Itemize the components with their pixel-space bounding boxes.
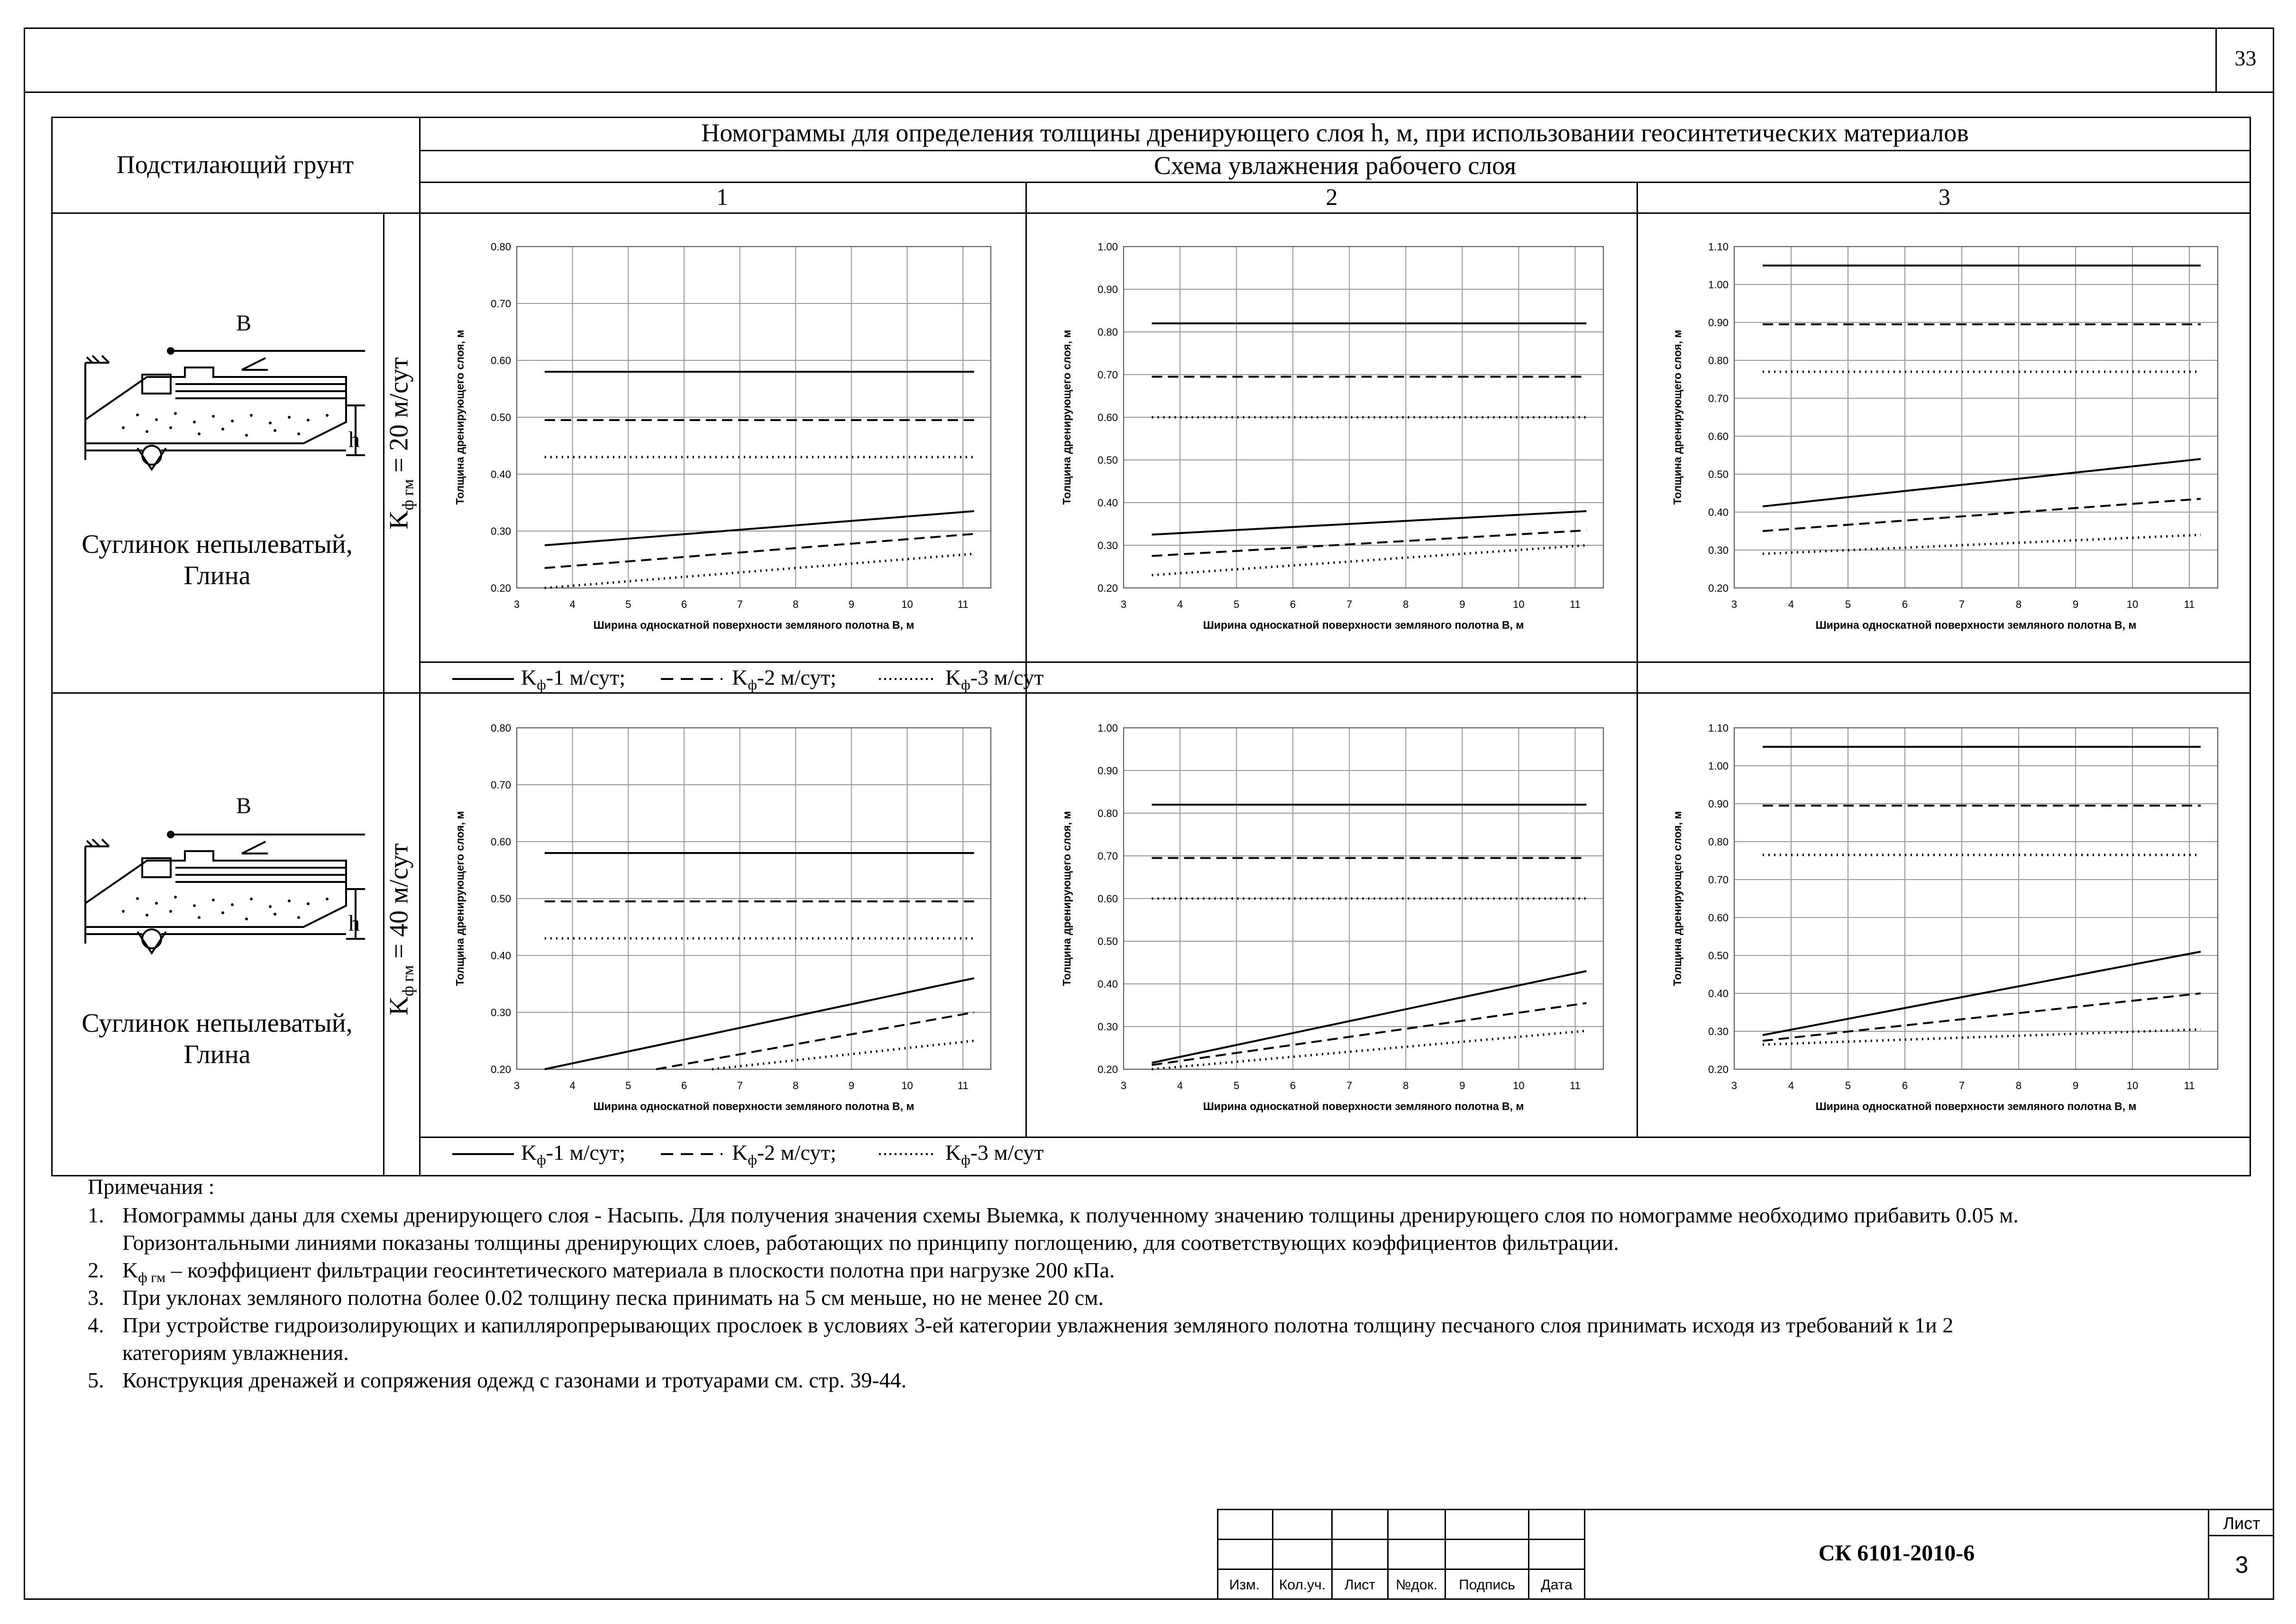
chart-ytick-label: 0.90	[1098, 284, 1118, 295]
chart-xtick-label: 9	[1459, 1080, 1465, 1092]
chart-ylabel: Толщина дренирующего слоя, м	[454, 811, 466, 986]
chart-xtick-label: 8	[1403, 1080, 1409, 1092]
chart-series-line-dotted	[545, 554, 974, 588]
chart-xtick-label: 5	[625, 1080, 631, 1092]
chart-xtick-label: 10	[901, 598, 913, 610]
chart-xtick-label: 8	[793, 1080, 799, 1092]
chart-ytick-label: 1.00	[1098, 722, 1118, 734]
chart-xtick-label: 4	[1788, 598, 1794, 610]
chart-xtick-label: 9	[848, 598, 855, 610]
chart-ytick-label: 0.50	[1098, 454, 1118, 466]
chart-ytick-label: 0.70	[1098, 369, 1118, 381]
chart-xtick-label: 4	[1788, 1080, 1794, 1092]
title-block-header-list: Лист	[1344, 1577, 1376, 1593]
document-code: СК 6101-2010-6	[1818, 1541, 1975, 1566]
chart-xtick-label: 11	[1570, 1080, 1581, 1092]
chart-xtick-label: 5	[1233, 1080, 1240, 1092]
chart-xlabel: Ширина односкатной поверхности земляного полотна B, м	[593, 619, 915, 631]
chart-ytick-label: 1.00	[1708, 760, 1729, 772]
chart-xtick-label: 3	[513, 598, 520, 610]
chart-xtick-label: 7	[1346, 598, 1353, 610]
chart-xtick-label: 10	[2126, 1080, 2139, 1092]
chart-row1-scheme3	[1644, 216, 2246, 633]
chart-xtick-label: 11	[2184, 598, 2195, 610]
chart-ytick-label: 0.40	[1708, 506, 1729, 518]
chart-ytick-label: 0.90	[1708, 317, 1729, 329]
chart-xlabel: Ширина односкатной поверхности земляного полотна B, м	[1203, 1100, 1524, 1112]
title-block-sheet-hline	[2208, 1535, 2274, 1536]
kfgm-subscript: ф гм	[399, 965, 417, 997]
chart-ytick-label: 0.50	[1708, 950, 1729, 962]
chart-xtick-label: 6	[681, 1080, 687, 1092]
chart-ytick-label: 0.90	[1708, 798, 1729, 810]
legend-text: -3 м/сут	[970, 665, 1044, 689]
chart-series-line-dashed	[1152, 531, 1587, 556]
note-2-text: – коэффициент фильтрации геосинтетического материала в плоскости полотна при нагрузке 200 кПа.	[165, 1258, 1115, 1282]
chart-grid	[1734, 247, 2218, 588]
kfgm-value: = 20 м/сут	[384, 357, 414, 479]
chart-xtick-label: 5	[1845, 598, 1851, 610]
sketch-label-b: B	[236, 311, 252, 336]
chart-series-line-dashed	[1763, 499, 2201, 531]
chart-xtick-label: 11	[957, 1080, 969, 1092]
legend-k-symbol: K	[945, 1140, 961, 1165]
top-strip-line	[24, 92, 2274, 93]
chart-xtick-label: 5	[1233, 598, 1240, 610]
note-4-line-2: категориям увлажнения.	[122, 1340, 349, 1365]
road-cross-section-sketch-1	[81, 303, 365, 479]
chart-ytick-label: 0.70	[491, 779, 511, 791]
legend-k-symbol: K	[732, 665, 748, 689]
legend-text: -2 м/сут;	[757, 665, 837, 689]
chart-xtick-label: 3	[513, 1080, 520, 1092]
chart-xtick-label: 3	[1120, 1080, 1127, 1092]
kfgm-label-row-2	[385, 843, 416, 1015]
chart-ytick-label: 1.00	[1708, 279, 1729, 291]
chart-series-line-solid	[1152, 511, 1587, 535]
chart-ytick-label: 0.80	[491, 722, 511, 734]
chart-row1-scheme1	[427, 216, 1019, 633]
page-number: 33	[2234, 46, 2257, 70]
legend-k-symbol: K	[732, 1140, 748, 1165]
chart-xtick-label: 7	[1346, 1080, 1353, 1092]
chart-ytick-label: 0.80	[1098, 326, 1118, 338]
legend-k-symbol: K	[945, 665, 961, 689]
chart-xtick-label: 5	[625, 598, 631, 610]
chart-ytick-label: 0.60	[491, 355, 511, 367]
chart-ytick-label: 0.20	[491, 582, 511, 594]
chart-series-line-dashed	[1152, 1003, 1587, 1065]
legend-row-1	[419, 663, 1044, 693]
legend-k-sub: ф	[537, 1152, 546, 1168]
chart-xtick-label: 9	[848, 1080, 855, 1092]
chart-series-line-dashed	[656, 1012, 974, 1069]
chart-ytick-label: 0.40	[491, 468, 511, 480]
chart-ytick-label: 1.10	[1708, 722, 1729, 734]
title-block-header-kolich: Кол.уч.	[1279, 1577, 1326, 1593]
legend-k-symbol: K	[521, 665, 537, 689]
kfgm-symbol: K	[384, 510, 414, 530]
chart-series-line-dashed	[545, 534, 974, 568]
sketch-label-b: B	[236, 793, 252, 818]
chart-series-line-solid	[545, 511, 974, 545]
scheme-number-3: 3	[1939, 184, 1950, 210]
chart-row1-scheme2	[1034, 216, 1632, 633]
chart-ytick-label: 0.60	[1098, 412, 1118, 423]
row-sep-row2	[51, 692, 2251, 694]
chart-ytick-label: 0.80	[491, 241, 511, 253]
nomogram-title: Номограммы для определения толщины дренирующего слоя h, м, при использовании геосинтетических материалов	[701, 119, 1969, 147]
road-cross-section-sketch-2	[81, 787, 365, 963]
note-1-line-1: Номограммы даны для схемы дренирующего слоя - Насыпь. Для получения значения схемы Выемка, к полученному значению толщины дренирующего слоя по номограмме необходимо прибавить 0.05 м.	[122, 1203, 2019, 1227]
chart-xtick-label: 6	[681, 598, 687, 610]
row-sep-scheme	[419, 182, 2251, 183]
chart-ytick-label: 0.50	[491, 893, 511, 905]
note-1-line-2: Горизонтальными линиями показаны толщины дренирующих слоев, работающих по принципу поглощению, для соответствующих коэффициентов фильтрации.	[122, 1230, 1619, 1255]
chart-ytick-label: 1.10	[1708, 241, 1729, 253]
legend-row-2	[419, 1138, 1044, 1168]
chart-xtick-label: 8	[1403, 598, 1409, 610]
kfgm-symbol: K	[384, 996, 414, 1016]
chart-xtick-label: 11	[957, 598, 969, 610]
chart-series-line-solid	[545, 978, 974, 1069]
chart-xtick-label: 3	[1731, 598, 1738, 610]
col-sep-scheme2	[1637, 182, 1638, 1138]
chart-xtick-label: 4	[569, 1080, 576, 1092]
chart-xtick-label: 6	[1902, 598, 1908, 610]
chart-ytick-label: 1.00	[1098, 241, 1118, 253]
legend-item-3	[945, 1142, 1043, 1167]
chart-ytick-label: 0.80	[1708, 836, 1729, 848]
chart-xlabel: Ширина односкатной поверхности земляного полотна B, м	[593, 1100, 915, 1112]
chart-grid	[517, 728, 991, 1069]
chart-ytick-label: 0.30	[1708, 1026, 1729, 1037]
chart-row2-scheme3	[1644, 697, 2246, 1114]
chart-xtick-label: 7	[1958, 1080, 1965, 1092]
chart-ytick-label: 0.50	[1098, 936, 1118, 947]
chart-xtick-label: 9	[2072, 598, 2079, 610]
col-sep-subsoil	[419, 117, 421, 1176]
chart-ytick-label: 0.60	[1708, 912, 1729, 924]
chart-xtick-label: 3	[1120, 598, 1127, 610]
chart-series-line-dashed	[1763, 993, 2201, 1041]
chart-ytick-label: 0.20	[1098, 1064, 1118, 1075]
sheet-number: 3	[2235, 1551, 2249, 1578]
subsoil-header: Подстилающий грунт	[116, 150, 354, 179]
chart-ytick-label: 0.30	[1708, 544, 1729, 556]
scheme-number-2: 2	[1326, 184, 1338, 210]
kfgm-value: = 40 м/сут	[384, 843, 414, 965]
chart-xtick-label: 7	[1958, 598, 1965, 610]
chart-xtick-label: 7	[737, 598, 743, 610]
note-2-k-sub: ф гм	[138, 1270, 166, 1286]
title-block-header-ndok: №док.	[1396, 1577, 1437, 1593]
sheet-label: Лист	[2223, 1514, 2260, 1533]
chart-ytick-label: 0.70	[491, 298, 511, 310]
chart-xtick-label: 5	[1845, 1080, 1851, 1092]
chart-ytick-label: 0.20	[1708, 1064, 1729, 1075]
legend-item-2	[732, 1142, 836, 1167]
chart-ytick-label: 0.20	[491, 1064, 511, 1075]
legend-text: -1 м/сут;	[546, 665, 626, 689]
title-block-header-data: Дата	[1541, 1577, 1573, 1593]
chart-xtick-label: 10	[901, 1080, 913, 1092]
note-number: 2.	[88, 1258, 104, 1282]
chart-ytick-label: 0.90	[1098, 765, 1118, 777]
chart-xtick-label: 11	[1570, 598, 1581, 610]
chart-row2-scheme1	[427, 697, 1019, 1114]
chart-ytick-label: 0.40	[491, 950, 511, 962]
note-4-line-1: При устройстве гидроизолирующих и капилляропрерывающих прослоек в условиях 3-ей категории увлажнения земляного полотна толщину песчаного слоя принимать исходя из требований к 1и 2	[122, 1313, 1954, 1337]
note-3: При уклонах земляного полотна более 0.02 толщину песка принимать на 5 см меньше, но не менее 20 см.	[122, 1285, 1104, 1310]
chart-ylabel: Толщина дренирующего слоя, м	[454, 330, 466, 505]
chart-xlabel: Ширина односкатной поверхности земляного полотна B, м	[1815, 619, 2137, 631]
chart-series-line-solid	[1763, 459, 2201, 506]
chart-xlabel: Ширина односкатной поверхности земляного полотна B, м	[1815, 1100, 2137, 1112]
legend-k-sub: ф	[537, 677, 546, 693]
note-number: 3.	[88, 1285, 104, 1310]
legend-text: -3 м/сут	[970, 1140, 1044, 1165]
chart-ytick-label: 0.80	[1098, 807, 1118, 819]
chart-xtick-label: 7	[737, 1080, 743, 1092]
chart-series-line-dotted	[1763, 535, 2201, 554]
col-sep-scheme1	[1025, 182, 1027, 1138]
chart-xtick-label: 4	[1177, 598, 1183, 610]
chart-plot-area	[1734, 247, 2218, 588]
sketch-label-h: h	[348, 427, 360, 452]
chart-ytick-label: 0.40	[1098, 978, 1118, 990]
chart-ytick-label: 0.70	[1098, 850, 1118, 862]
legend-item-1	[521, 1142, 625, 1167]
chart-ytick-label: 0.20	[1098, 582, 1118, 594]
chart-ytick-label: 0.30	[1098, 540, 1118, 551]
chart-xtick-label: 6	[1902, 1080, 1908, 1092]
chart-xtick-label: 10	[1513, 598, 1525, 610]
chart-xtick-label: 6	[1290, 1080, 1296, 1092]
chart-ytick-label: 0.70	[1708, 874, 1729, 886]
chart-xtick-label: 9	[2072, 1080, 2079, 1092]
legend-text: -1 м/сут;	[546, 1140, 626, 1165]
legend-k-symbol: K	[521, 1140, 537, 1165]
note-number: 1.	[88, 1203, 104, 1227]
chart-ytick-label: 0.50	[491, 412, 511, 423]
chart-xtick-label: 8	[793, 598, 799, 610]
chart-grid	[517, 247, 991, 588]
legend-k-sub: ф	[961, 677, 970, 693]
chart-xtick-label: 8	[2015, 1080, 2022, 1092]
legend-text: -2 м/сут;	[757, 1140, 837, 1165]
legend-item-2	[732, 667, 836, 692]
chart-ylabel: Толщина дренирующего слоя, м	[1671, 811, 1683, 986]
chart-xtick-label: 4	[1177, 1080, 1183, 1092]
legend-item-1	[521, 667, 625, 692]
kfgm-label-row-1	[385, 357, 416, 529]
chart-ytick-label: 0.60	[1098, 893, 1118, 905]
chart-xlabel: Ширина односкатной поверхности земляного полотна B, м	[1203, 619, 1524, 631]
chart-xtick-label: 4	[569, 598, 576, 610]
chart-ytick-label: 0.30	[491, 1007, 511, 1018]
chart-series-line-dotted	[1152, 545, 1587, 575]
note-number: 4.	[88, 1313, 104, 1337]
title-block-header-izm: Изм.	[1229, 1577, 1260, 1593]
legend-k-sub: ф	[748, 1152, 757, 1168]
chart-ytick-label: 0.80	[1708, 355, 1729, 367]
chart-xtick-label: 8	[2015, 598, 2022, 610]
legend-k-sub: ф	[748, 677, 757, 693]
chart-ytick-label: 0.30	[1098, 1021, 1118, 1033]
note-2-k-symbol: K	[122, 1258, 138, 1282]
chart-ylabel: Толщина дренирующего слоя, м	[1671, 330, 1683, 505]
chart-ytick-label: 0.60	[1708, 431, 1729, 442]
title-block-header-podpis: Подпись	[1459, 1577, 1515, 1593]
chart-ytick-label: 0.40	[1708, 988, 1729, 1000]
chart-series-line-dotted	[712, 1041, 974, 1069]
chart-series-line-solid	[1152, 971, 1587, 1063]
soil-label-line-2: Глина	[183, 561, 251, 590]
notes-title: Примечания :	[88, 1174, 215, 1199]
chart-xtick-label: 10	[1513, 1080, 1525, 1092]
note-2	[122, 1259, 1115, 1285]
chart-row2-scheme2	[1034, 697, 1632, 1114]
soil-label-line-2: Глина	[183, 1040, 251, 1069]
legend-item-3	[945, 667, 1043, 692]
chart-ytick-label: 0.20	[1708, 582, 1729, 594]
note-number: 5.	[88, 1368, 104, 1392]
row-sep-header	[51, 212, 2251, 214]
chart-ylabel: Толщина дренирующего слоя, м	[1061, 330, 1073, 505]
kfgm-subscript: ф гм	[399, 479, 417, 511]
note-5: Конструкция дренажей и сопряжения одежд с газонами и тротуарами см. стр. 39-44.	[122, 1368, 907, 1392]
chart-ytick-label: 0.40	[1098, 497, 1118, 509]
chart-ytick-label: 0.30	[491, 525, 511, 537]
scheme-number-1: 1	[716, 184, 728, 210]
chart-xtick-label: 9	[1459, 598, 1465, 610]
soil-label-line-1: Суглинок непылеватый,	[82, 1009, 353, 1038]
chart-xtick-label: 11	[2184, 1080, 2195, 1092]
chart-ytick-label: 0.70	[1708, 393, 1729, 404]
chart-xtick-label: 10	[2126, 598, 2139, 610]
chart-ylabel: Толщина дренирующего слоя, м	[1061, 811, 1073, 986]
legend-k-sub: ф	[961, 1152, 970, 1168]
chart-ytick-label: 0.60	[491, 836, 511, 848]
chart-xtick-label: 6	[1290, 598, 1296, 610]
scheme-title: Схема увлажнения рабочего слоя	[1153, 151, 1517, 180]
chart-ytick-label: 0.50	[1708, 468, 1729, 480]
soil-label-line-1: Суглинок непылеватый,	[82, 530, 353, 559]
chart-xtick-label: 3	[1731, 1080, 1738, 1092]
sketch-label-h: h	[348, 911, 360, 936]
